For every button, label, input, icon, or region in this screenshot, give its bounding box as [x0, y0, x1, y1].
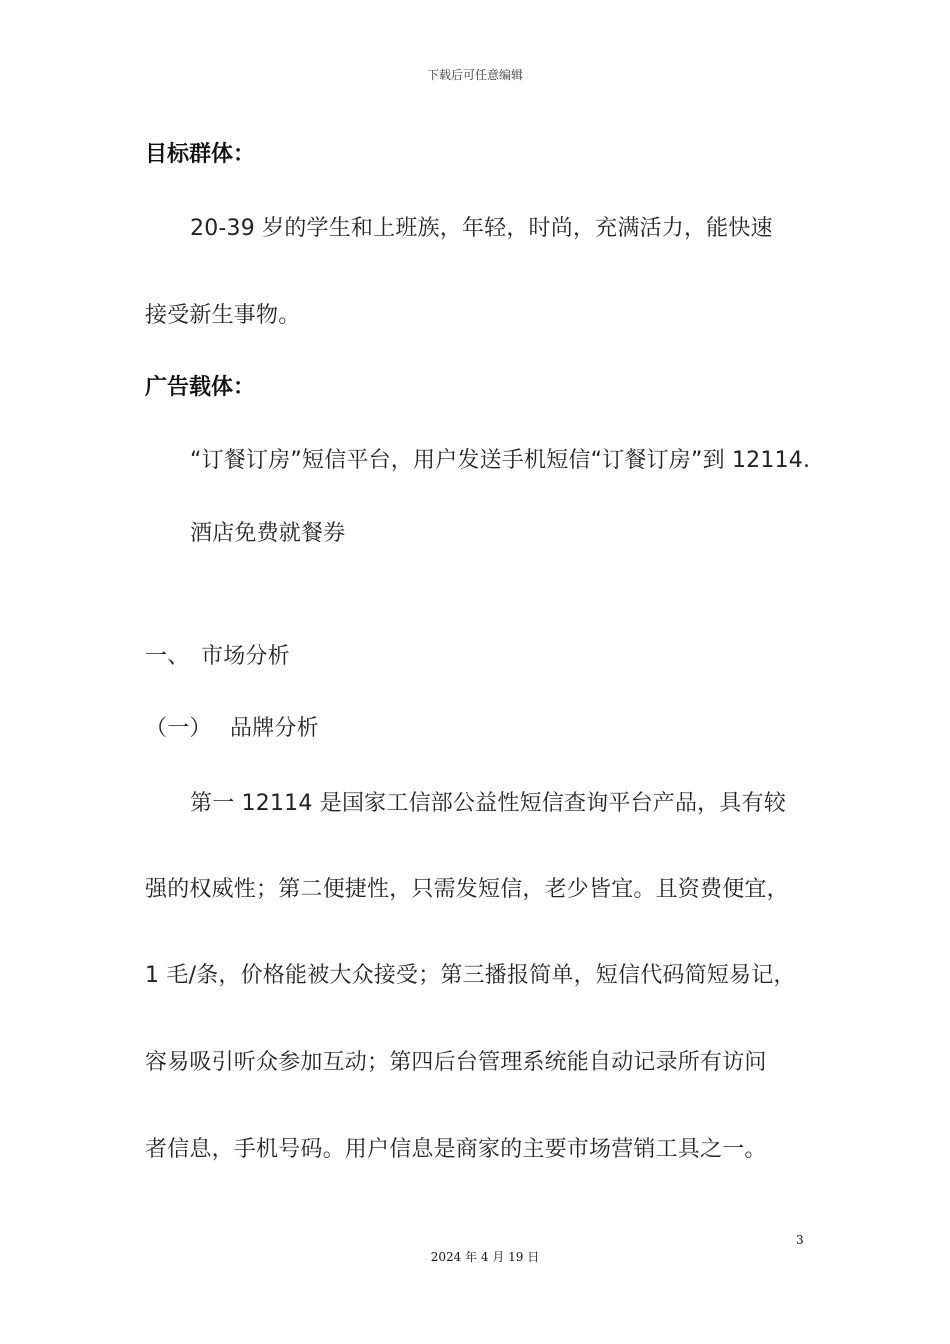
brand-analysis-line-4: 容易吸引听众参加互动；第四后台管理系统能自动记录所有访问 — [145, 1050, 767, 1075]
section-number: 一、 — [145, 644, 190, 669]
target-group-line-1: 20-39 岁的学生和上班族，年轻，时尚，充满活力，能快速 — [190, 216, 773, 241]
ad-carrier-heading: 广告载体： — [145, 375, 256, 400]
subsection-title: 品牌分析 — [230, 716, 319, 741]
target-group-line-2: 接受新生事物。 — [145, 303, 301, 328]
ad-carrier-line-2: 酒店免费就餐券 — [190, 521, 346, 546]
page-header: 下载后可任意编辑 — [426, 68, 523, 82]
page-number: 3 — [796, 1233, 804, 1247]
brand-analysis-line-5: 者信息，手机号码。用户信息是商家的主要市场营销工具之一。 — [145, 1137, 767, 1162]
brand-analysis-line-2: 强的权威性；第二便捷性，只需发短信，老少皆宜。且资费便宜， — [145, 877, 789, 902]
section-title: 市场分析 — [201, 644, 290, 669]
page-footer-date: 2024 年 4 月 19 日 — [430, 1250, 540, 1264]
subsection-number: （一） — [145, 716, 212, 741]
ad-carrier-line-1: “订餐订房”短信平台，用户发送手机短信“订餐订房”到 12114. — [190, 448, 811, 473]
brand-analysis-line-3: 1 毛/条，价格能被大众接受；第三播报简单，短信代码简短易记， — [145, 963, 796, 988]
section-heading-market-analysis — [145, 639, 290, 670]
target-group-heading: 目标群体： — [145, 142, 256, 167]
brand-analysis-line-1: 第一 12114 是国家工信部公益性短信查询平台产品，具有较 — [190, 791, 786, 816]
subsection-heading-brand-analysis — [145, 711, 319, 742]
